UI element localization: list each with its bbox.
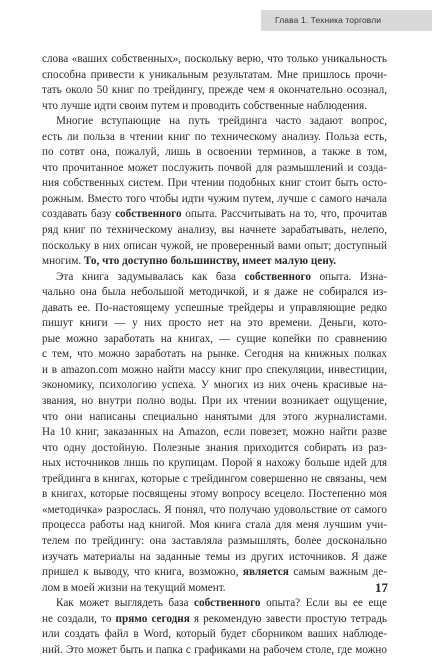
text-line: или создать файл в Word, который будет сборником ваших наблюде- (42, 628, 387, 641)
text-line: «методичка» разрослась. Я понял, что получаю удовольствие от самого (42, 503, 387, 516)
text-line: рые можно заработать на книгах, — сущие копейки по сравнению (42, 332, 387, 345)
text-line: процесса работы над книгой. Моя книга стала для меня лучшим учи- (42, 519, 387, 532)
running-header: Глава 1. Техника торговли (261, 10, 432, 31)
text-line: ний. Это может быть и папка с графиками на рабочем столе, где можно (42, 643, 387, 656)
text-line: звания, но внутри полно воды. При их чтении возникает ощущение, (42, 395, 387, 408)
page-number: 17 (375, 580, 388, 595)
text-line: На 10 книг, заказанных на Amazon, если повезет, можно найти разве (42, 426, 387, 439)
text-line: лом в моей жизни на текущий момент. (42, 581, 226, 594)
paragraph-3 (42, 270, 387, 596)
paragraph-1 (42, 52, 387, 114)
paragraph-4 (42, 596, 387, 658)
text-line: Как может выглядеть база собственного опыта? Если вы ее еще (56, 597, 387, 610)
text-line: поскольку в них описан чужой, не проверенный вами опыт; доступный (42, 239, 387, 252)
text-line: что одну достойную. Полезные знания приходится собирать из раз- (42, 441, 387, 454)
text-line: чально она была небольшой методичкой, и я даже не собирался из- (42, 286, 387, 299)
text-line: создавать базу собственного опыта. Рассчитывать на то, что, прочитав (42, 208, 387, 221)
text-line: способна привести к уникальным результатам. Мне пришлось прочи- (42, 68, 387, 81)
text-line: что они написаны специально нанятыми для этого журналистами. (42, 410, 387, 423)
text-line: ных источников лишь по крупицам. Порой я нахожу больше идей для (42, 457, 387, 470)
text-line: что лучше идти своим путем и проводить собственные наблюдения. (42, 99, 367, 112)
text-line: не создали, то прямо сегодня я рекомендую завести простую тетрадь (42, 612, 387, 625)
text-line: с тем, что можно заработать на рынке. Сегодня на книжных полках (42, 348, 387, 361)
text-line: давать ее. По-настоящему успешные трейдеры и управляющие редко (42, 301, 387, 314)
text-line: и в amazon.com можно найти массу книг про спекуляции, инвестиции, (42, 363, 387, 376)
text-line: пишут книги — у них просто нет на это времени. Деньги, кото- (42, 317, 387, 330)
text-line: ряд книг по техническому анализу, вы начнете зарабатывать, нелепо, (42, 224, 387, 237)
text-line: Многие вступающие на путь трейдинга часто задают вопрос, (56, 115, 387, 128)
paragraph-2 (42, 114, 387, 269)
text-line: ния собственных систем. При чтении подобных книг стоит быть осто- (42, 177, 387, 190)
text-line: рожным. Вместо того чтобы идти чужим путем, лучше с самого начала (42, 192, 387, 205)
text-line: тать около 50 книг по трейдингу, прежде чем я окончательно осознал, (42, 84, 387, 97)
text-line: трейдинга в книгах, которые с трейдингом совершенно не связаны, чем (42, 472, 387, 485)
text-line: экономику, психологию успеха. У многих из них очень красивые на- (42, 379, 387, 392)
text-line: изучать материалы на заданные темы из других источников. Я даже (42, 550, 387, 563)
text-line: телем по трейдингу: она заставляла размышлять, более досконально (42, 534, 387, 547)
text-line: что прочитанное может послужить почвой для размышлений и созда- (42, 161, 387, 174)
text-line: по сотвт она, пожалуй, лишь в освоении терминов, а также в том, (42, 146, 387, 159)
text-line: есть ли польза в чтении книг по техническому анализу. Польза есть, (42, 130, 387, 143)
text-line: в книгах, которые посвящены этому вопросу всецело. Постепенно моя (42, 488, 387, 501)
text-line: Эта книга задумывалась как база собственного опыта. Изна- (56, 270, 387, 283)
text-line: слова «ваших собственных», поскольку верю, что только уникальность (42, 53, 387, 65)
text-line: пришел к выводу, что книга, возможно, является самым важным де- (42, 566, 387, 579)
text-line-bold-tail: многим. То, что доступно большинству, имеет малую цену. (42, 255, 337, 268)
page-body (42, 52, 387, 658)
